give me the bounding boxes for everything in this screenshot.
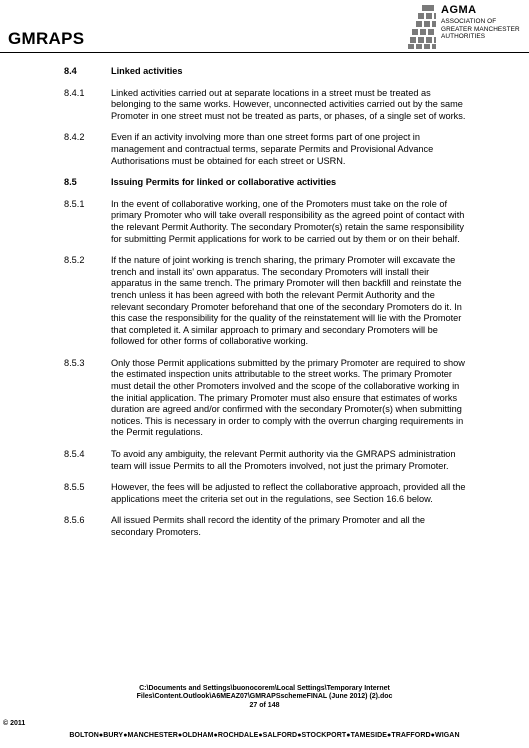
logo-org-name: AGMA bbox=[441, 4, 477, 16]
paragraph-text: If the nature of joint working is trench sharing, the primary Promoter will excavate the trench and install its' own apparatus. The secondary Promoters will install their apparatus in the same trench. The primary Promoter will then backfill and reinstate the trench unless it has been agreed with both the relevant Permit Authority and the relevant secondary Promoter beforehand that one of the secondary Promoters do it. In this case the responsibility for the quality of the reinstatement will lie with the Promoter that completed it. A similar approach to primary and secondary Promoters will be followed for other forms of collaborative working. bbox=[111, 255, 462, 347]
file-path-line: C:\Documents and Settings\buonocorem\Local Settings\Temporary Internet bbox=[139, 685, 390, 692]
section-title: Issuing Permits for linked or collaborative activities bbox=[111, 177, 337, 188]
agma-logo-text bbox=[441, 5, 520, 41]
paragraph-text: Only those Permit applications submitted by the primary Promoter are required to show the estimated inspection units attributable to the street works. The primary Promoter must detail the other Promoters involved and the scope of the collaborative working in the initial application. The primary Promoter must also ensure that estimates of works duration are agreed and/or confirmed with the secondary Promoter(s) when submitting notices. This is necessary in order to comply with the overrun charging requirements in the Permit regulations. bbox=[111, 357, 465, 438]
page-number: 27 of 148 bbox=[249, 701, 280, 709]
logo-full-line: AUTHORITIES bbox=[441, 33, 486, 40]
paragraph-text: Linked activities carried out at separate locations in a street must be treated as belonging to the same works. However, unconnected activities carried out by the same Promoter in one street must not be treated as parts, or phases, of a single set of works. bbox=[111, 87, 466, 121]
paragraph bbox=[64, 482, 468, 505]
section-title: Linked activities bbox=[111, 66, 183, 76]
paragraph-text: Even if an activity involving more than one street forms part of one project in management and contractual terms, separate Permits and Provisional Advance Authorisations must be obtained for each street or USRN. bbox=[111, 132, 434, 166]
page-header bbox=[0, 0, 529, 58]
borough-list: BOLTON●BURY●MANCHESTER●OLDHAM●ROCHDALE●SALFORD●STOCKPORT●TAMESIDE●TRAFFORD●WIGAN bbox=[69, 732, 460, 739]
paragraph-text: All issued Permits shall record the identity of the primary Promoter and all the secondary Promoters. bbox=[111, 515, 426, 537]
paragraph-number: 8.4.1 bbox=[64, 87, 85, 98]
paragraph-text: To avoid any ambiguity, the relevant Permit authority via the GMRAPS administration team will issue Permits to all the Promoters involved, not just the primary Promoter. bbox=[111, 449, 456, 471]
paragraph-text: In the event of collaborative working, one of the Promoters must take on the role of primary Promoter who will take overall responsibility as the agreed point of contact with the relevant Permit Authority. The secondary Promoter(s) retain the same responsibility for submitting Permit applications for work to be carried out by them or on their behalf. bbox=[111, 198, 465, 244]
section-heading bbox=[64, 177, 468, 189]
document-title: GMRAPS bbox=[8, 29, 85, 48]
paragraph-number: 8.4.2 bbox=[64, 132, 85, 143]
logo-full-line: ASSOCIATION OF bbox=[441, 18, 497, 25]
section-heading bbox=[64, 66, 468, 78]
paragraph bbox=[64, 199, 468, 245]
paragraph-number: 8.5.2 bbox=[64, 255, 85, 266]
header-divider bbox=[0, 52, 529, 53]
paragraph-number: 8.5.4 bbox=[64, 449, 85, 460]
paragraph bbox=[64, 255, 468, 348]
section-number: 8.5 bbox=[64, 177, 77, 188]
copyright-notice: © 2011 bbox=[3, 720, 26, 727]
file-path-line: Files\Content.Outlook\A6MEAZ07\GMRAPSschemeFINAL (June 2012) (2).doc bbox=[136, 693, 393, 701]
footer-file-path bbox=[0, 685, 529, 710]
paragraph-number: 8.5.1 bbox=[64, 198, 85, 209]
paragraph bbox=[64, 358, 468, 439]
document-body bbox=[64, 66, 468, 549]
paragraph bbox=[64, 88, 468, 123]
paragraph bbox=[64, 132, 468, 167]
logo-full-line: GREATER MANCHESTER bbox=[441, 25, 520, 33]
paragraph-number: 8.5.3 bbox=[64, 357, 85, 368]
agma-logo-icon bbox=[396, 3, 436, 50]
paragraph-number: 8.5.5 bbox=[64, 482, 85, 493]
paragraph-text: However, the fees will be adjusted to reflect the collaborative approach, provided all the applications meet the criteria set out in the regulations, see Section 16.6 below. bbox=[111, 482, 466, 504]
section-number: 8.4 bbox=[64, 66, 77, 76]
paragraph-number: 8.5.6 bbox=[64, 515, 85, 526]
paragraph bbox=[64, 449, 468, 472]
paragraph bbox=[64, 515, 468, 538]
